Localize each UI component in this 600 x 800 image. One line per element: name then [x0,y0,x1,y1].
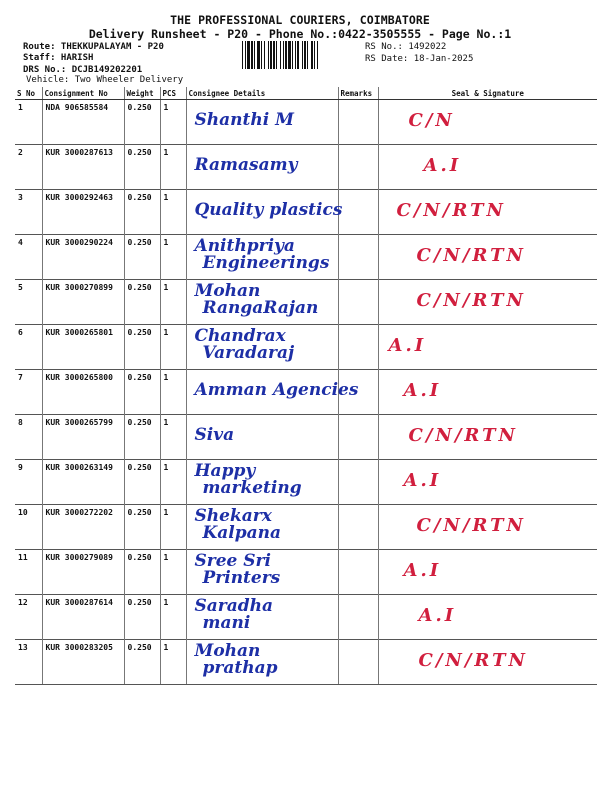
handwritten-consignee-name: Anithpriya [194,236,295,256]
remarks-cell [338,280,378,325]
table-row [15,595,597,640]
consignment-number-cell: KUR 3000279089 [42,550,124,595]
remarks-cell [338,190,378,235]
weight-cell: 0.250 [124,550,160,595]
pieces-cell: 1 [160,235,186,280]
consignee-details-cell [186,460,338,505]
consignment-number-cell: KUR 3000272202 [42,505,124,550]
remarks-cell [338,505,378,550]
route-text: Route: THEKKUPALAYAM - P20 [23,42,164,52]
consignee-details-cell [186,145,338,190]
seal-signature-cell [378,100,597,145]
handwritten-consignee-name: Ramasamy [194,155,298,175]
drs-number: DRS No.: DCJB149202201 [23,65,143,75]
handwritten-consignee-name: Quality plastics [194,200,343,220]
table-row [15,280,597,325]
consignee-details-cell [186,190,343,235]
consignment-number-cell: KUR 3000283205 [42,640,124,685]
handwritten-consignee-name: Amman Agencies [194,380,359,400]
handwritten-delivery-status: A.I [388,335,427,356]
seal-signature-cell [378,145,597,190]
seal-signature-cell [378,640,597,685]
weight-cell: 0.250 [124,235,160,280]
handwritten-delivery-status: C/N/RTN [416,245,526,266]
remarks-cell [338,595,378,640]
table-row [15,235,597,280]
seal-signature-cell [378,280,597,325]
weight-cell: 0.250 [124,280,160,325]
table-row [15,370,597,415]
serial-number-cell: 8 [15,415,42,460]
seal-signature-cell [378,235,597,280]
table-row [15,505,597,550]
remarks-cell [338,460,378,505]
consignee-details-cell [186,505,338,550]
handwritten-consignee-name: Happy [194,461,256,481]
handwritten-delivery-status: A.I [403,470,442,491]
table-row [15,460,597,505]
serial-number-cell: 4 [15,235,42,280]
pieces-cell: 1 [160,370,186,415]
serial-number-cell: 5 [15,280,42,325]
handwritten-consignee-name: mani [202,613,251,633]
barcode [242,41,354,69]
weight-cell: 0.250 [124,100,160,145]
table-row [15,190,597,235]
handwritten-delivery-status: A.I [403,560,442,581]
consignment-number-cell: NDA 906585584 [42,100,124,145]
weight-cell: 0.250 [124,145,160,190]
table-row [15,415,597,460]
runsheet-table [15,87,597,685]
consignment-number-cell: KUR 3000287614 [42,595,124,640]
pieces-cell: 1 [160,280,186,325]
handwritten-consignee-name: Sree Sri [194,551,271,571]
consignee-details-cell [186,235,338,280]
handwritten-consignee-name: Printers [202,568,281,588]
serial-number-cell: 2 [15,145,42,190]
handwritten-delivery-status: C/N [408,110,455,131]
handwritten-delivery-status: C/N/RTN [416,515,526,536]
handwritten-consignee-name: marketing [202,478,302,498]
staff-text: Staff: HARISH [23,53,94,63]
serial-number-cell: 10 [15,505,42,550]
vehicle-text: Vehicle: Two Wheeler Delivery [26,75,184,85]
weight-cell: 0.250 [124,325,160,370]
pieces-cell: 1 [160,325,186,370]
handwritten-delivery-status: C/N/RTN [416,290,526,311]
table-row [15,145,597,190]
weight-cell: 0.250 [124,505,160,550]
handwritten-consignee-name: Engineerings [202,253,330,273]
table-row [15,640,597,685]
remarks-cell [338,640,378,685]
consignment-number-cell: KUR 3000292463 [42,190,124,235]
handwritten-consignee-name: RangaRajan [202,298,319,318]
seal-signature-cell [378,325,597,370]
column-header: Consignee Details [186,87,338,100]
weight-cell: 0.250 [124,190,160,235]
handwritten-consignee-name: Siva [194,425,235,445]
serial-number-cell: 7 [15,370,42,415]
weight-cell: 0.250 [124,415,160,460]
column-header: S No [15,87,42,100]
pieces-cell: 1 [160,505,186,550]
consignment-number-cell: KUR 3000265801 [42,325,124,370]
remarks-cell [338,145,378,190]
handwritten-delivery-status: C/N/RTN [408,425,518,446]
remarks-cell [338,235,378,280]
consignment-number-cell: KUR 3000265800 [42,370,124,415]
consignee-details-cell [186,100,338,145]
table-row [15,325,597,370]
pieces-cell: 1 [160,640,186,685]
handwritten-consignee-name: prathap [202,658,278,678]
handwritten-consignee-name: Kalpana [202,523,282,543]
pieces-cell: 1 [160,100,186,145]
serial-number-cell: 6 [15,325,42,370]
handwritten-consignee-name: Mohan [194,281,261,301]
column-header: Remarks [338,87,378,100]
remarks-cell [338,550,378,595]
consignee-details-cell [186,280,338,325]
runsheet-subtitle: Delivery Runsheet - P20 - Phone No.:0422-3505555 - Page No.:1 [88,27,512,41]
consignee-details-cell [186,415,338,460]
column-header: Consignment No [42,87,124,100]
serial-number-cell: 11 [15,550,42,595]
seal-signature-cell [378,595,597,640]
seal-signature-cell [378,370,597,415]
seal-signature-cell [378,415,597,460]
handwritten-consignee-name: Shanthi M [194,110,294,130]
handwritten-consignee-name: Saradha [194,596,274,616]
consignment-number-cell: KUR 3000290224 [42,235,124,280]
remarks-cell [338,100,378,145]
handwritten-consignee-name: Chandrax [194,326,286,346]
weight-cell: 0.250 [124,460,160,505]
remarks-cell [338,415,378,460]
handwritten-delivery-status: A.I [423,155,462,176]
rs-date: RS Date: 18-Jan-2025 [365,54,474,64]
column-header: PCS [160,87,186,100]
column-header: Weight [124,87,160,100]
handwritten-delivery-status: A.I [418,605,457,626]
seal-signature-cell [378,460,597,505]
consignment-number-cell: KUR 3000263149 [42,460,124,505]
consignee-details-cell [186,370,359,415]
table-header-row [15,87,597,100]
weight-cell: 0.250 [124,595,160,640]
pieces-cell: 1 [160,460,186,505]
seal-signature-cell [378,190,597,235]
serial-number-cell: 3 [15,190,42,235]
pieces-cell: 1 [160,595,186,640]
pieces-cell: 1 [160,190,186,235]
column-header: Seal & Signature [378,87,597,100]
table-row [15,550,597,595]
remarks-cell [338,325,378,370]
pieces-cell: 1 [160,415,186,460]
company-title: THE PROFESSIONAL COURIERS, COIMBATORE [170,13,430,27]
seal-signature-cell [378,505,597,550]
rs-number: RS No.: 1492022 [365,42,447,52]
handwritten-consignee-name: Varadaraj [202,343,295,363]
consignee-details-cell [186,640,338,685]
serial-number-cell: 12 [15,595,42,640]
handwritten-delivery-status: A.I [403,380,442,401]
seal-signature-cell [378,550,597,595]
handwritten-consignee-name: Mohan [194,641,261,661]
handwritten-delivery-status: C/N/RTN [418,650,528,671]
weight-cell: 0.250 [124,370,160,415]
consignment-number-cell: KUR 3000287613 [42,145,124,190]
serial-number-cell: 9 [15,460,42,505]
pieces-cell: 1 [160,145,186,190]
consignee-details-cell [186,595,338,640]
serial-number-cell: 13 [15,640,42,685]
consignment-number-cell: KUR 3000265799 [42,415,124,460]
handwritten-delivery-status: C/N/RTN [396,200,506,221]
table-row [15,100,597,145]
pieces-cell: 1 [160,550,186,595]
consignment-number-cell: KUR 3000270899 [42,280,124,325]
weight-cell: 0.250 [124,640,160,685]
consignee-details-cell [186,325,338,370]
serial-number-cell: 1 [18,103,23,112]
consignee-details-cell [186,550,338,595]
handwritten-consignee-name: Shekarx [194,506,272,526]
